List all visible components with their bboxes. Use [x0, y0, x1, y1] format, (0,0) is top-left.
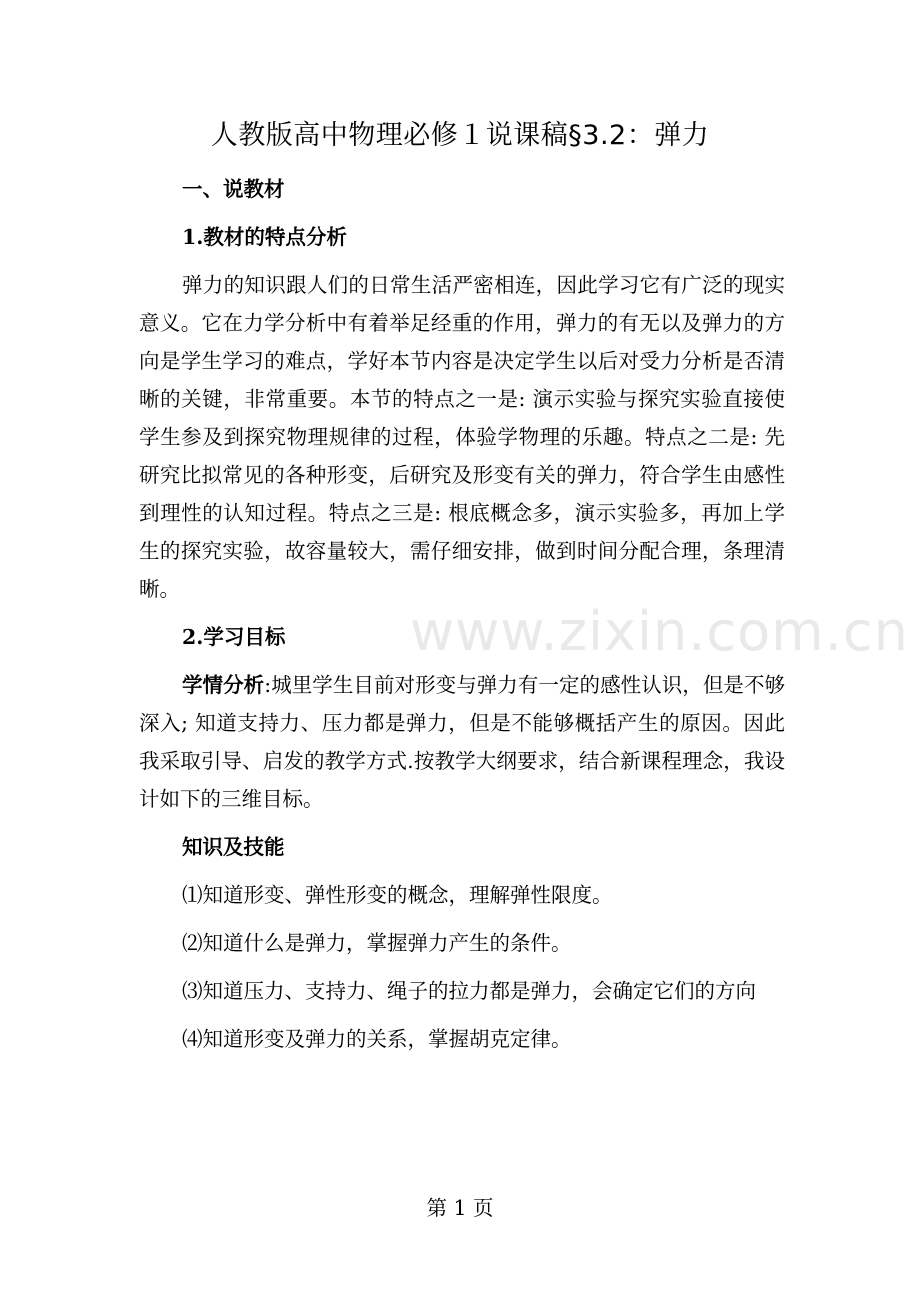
subheading-features: 1.教材的特点分析	[182, 225, 347, 249]
paragraph-analysis	[139, 666, 785, 818]
knowledge-item: ⑶知道压力、支持力、绳子的拉力都是弹力，会确定它们的方向	[182, 979, 756, 1003]
page-number: 第 1 页	[426, 1196, 494, 1220]
knowledge-item: ⑷知道形变及弹力的关系，掌握胡克定律。	[182, 1027, 572, 1051]
analysis-label: 学情分析	[182, 673, 265, 697]
watermark: www.zixin.com.cn	[410, 600, 909, 663]
paragraph-features: 弹力的知识跟人们的日常生活严密相连，因此学习它有广泛的现实意义。它在力学分析中有着举足经重的作用，弹力的有无以及弹力的方向是学生学习的难点，学好本节内容是决定学生以后对受力分析是否清晰的关键，非常重要。本节的特点之一是: 演示实验与探究实验直接使学生参及到探究物理规律的过程，体验学物理的乐趣。特点之二是: 先研究比拟常见的各种形变，后研究及形变有关的弹力，符合学生由感性到理性的认知过程。特点之三是: 根底概念多，演示实验多，再加上学生的探究实验，故容量较大，需仔细安排，做到时间分配合理，条理清晰。	[139, 273, 785, 601]
subheading-knowledge-skills: 知识及技能	[182, 835, 285, 859]
knowledge-item: ⑴知道形变、弹性形变的概念，理解弹性限度。	[182, 883, 613, 907]
section-heading-textbook: 一、说教材	[182, 177, 285, 201]
document-title: 人教版高中物理必修１说课稿§3.2：弹力	[210, 120, 710, 151]
analysis-text: :城里学生目前对形变与弹力有一定的感性认识，但是不够深入; 知道支持力、压力都是弹力，但是不能够概括产生的原因。因此我采取引导、启发的教学方式.按教学大纲要求，结合新课程理念，我设计如下的三维目标。	[139, 673, 786, 811]
subheading-goals: 2.学习目标	[182, 625, 286, 649]
knowledge-item: ⑵知道什么是弹力，掌握弹力产生的条件。	[182, 931, 572, 955]
document-body	[139, 170, 909, 1058]
